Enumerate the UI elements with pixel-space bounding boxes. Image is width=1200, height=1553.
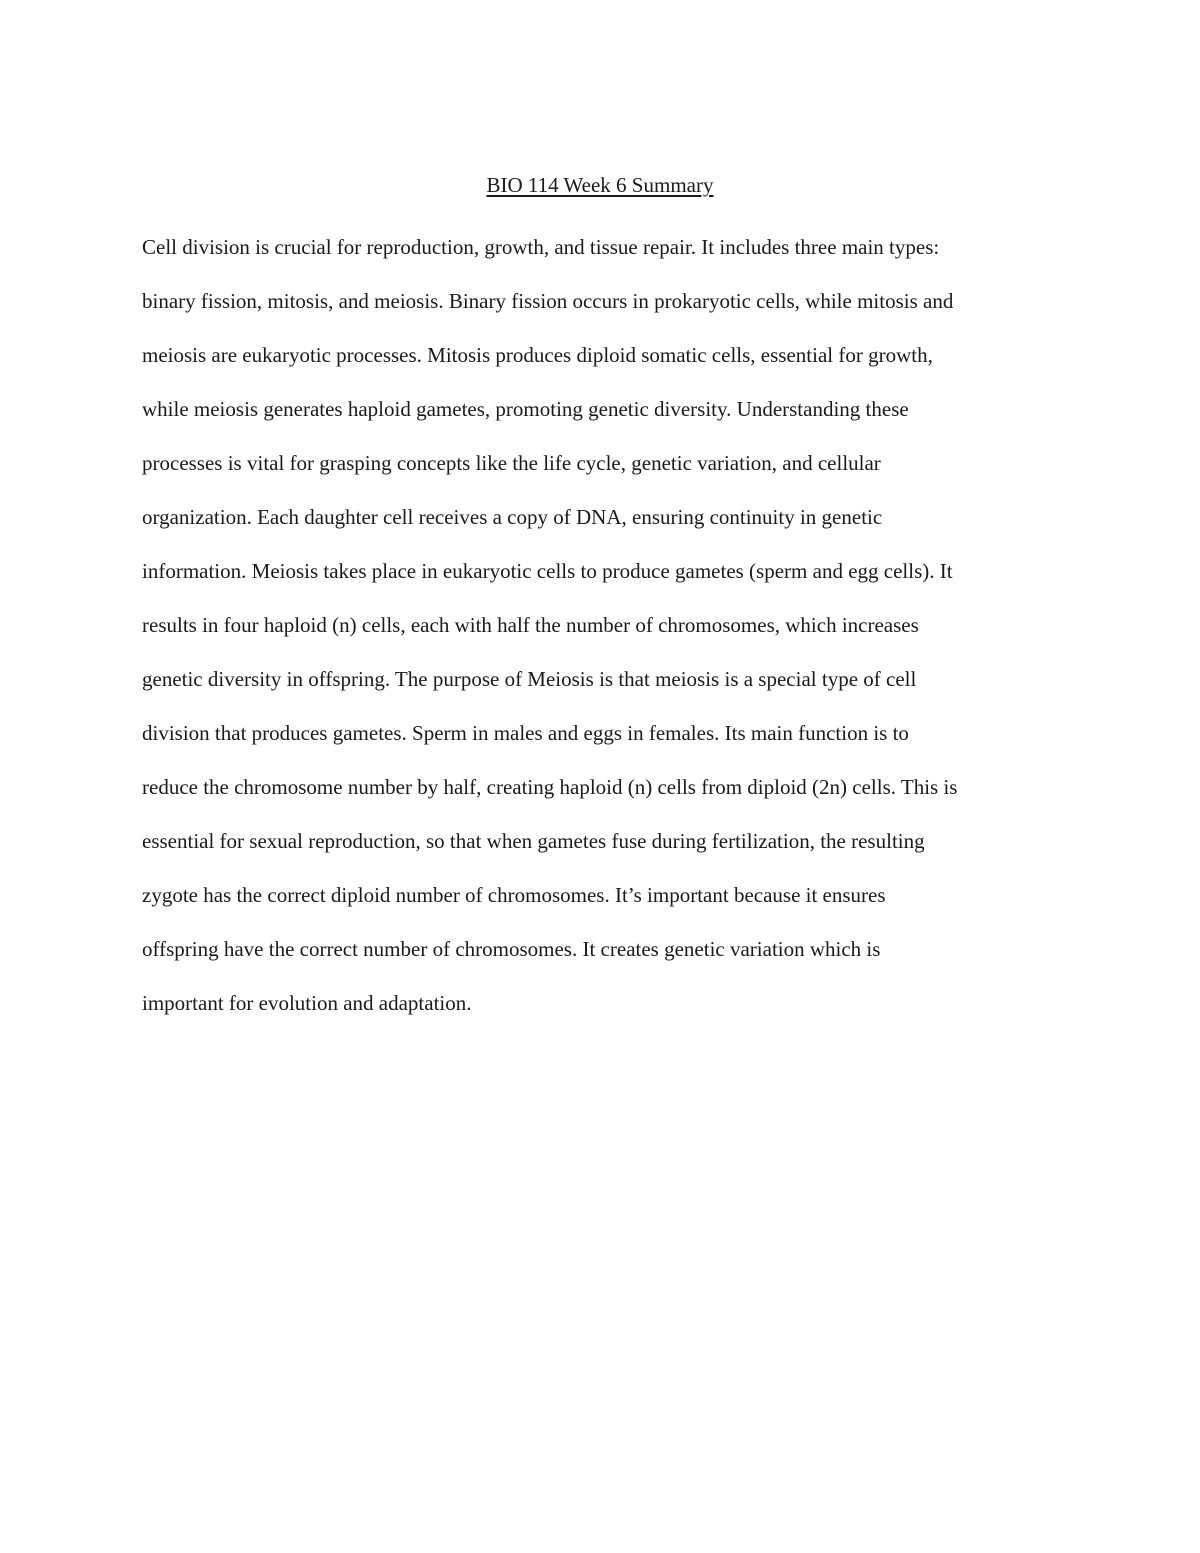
- paragraph-line: division that produces gametes. Sperm in males and eggs in females. Its main function is to: [142, 721, 909, 745]
- paragraph-line: genetic diversity in offspring. The purpose of Meiosis is that meiosis is a special type of cell: [142, 667, 917, 691]
- paragraph-line: offspring have the correct number of chromosomes. It creates genetic variation which is: [142, 937, 881, 961]
- paragraph-line: results in four haploid (n) cells, each with half the number of chromosomes, which increases: [142, 613, 919, 637]
- paragraph-line: zygote has the correct diploid number of chromosomes. It’s important because it ensures: [142, 883, 886, 907]
- paragraph-line: processes is vital for grasping concepts like the life cycle, genetic variation, and cellular: [142, 451, 881, 475]
- paragraph-line: binary fission, mitosis, and meiosis. Binary fission occurs in prokaryotic cells, while mitosis and: [142, 289, 954, 313]
- paragraph-line: Cell division is crucial for reproduction, growth, and tissue repair. It includes three main types:: [142, 235, 940, 259]
- paragraph-line: essential for sexual reproduction, so that when gametes fuse during fertilization, the resulting: [142, 829, 925, 853]
- paragraph-line: meiosis are eukaryotic processes. Mitosis produces diploid somatic cells, essential for growth,: [142, 343, 933, 367]
- document-title: BIO 114 Week 6 Summary: [486, 173, 714, 197]
- paragraph-line: while meiosis generates haploid gametes, promoting genetic diversity. Understanding these: [142, 397, 909, 421]
- paragraph-line: important for evolution and adaptation.: [142, 991, 472, 1015]
- paragraph-line: reduce the chromosome number by half, creating haploid (n) cells from diploid (2n) cells. This is: [142, 775, 958, 799]
- summary-paragraph: [142, 229, 1072, 1039]
- paragraph-line: information. Meiosis takes place in eukaryotic cells to produce gametes (sperm and egg cells). It: [142, 559, 953, 583]
- paragraph-line: organization. Each daughter cell receives a copy of DNA, ensuring continuity in genetic: [142, 505, 883, 529]
